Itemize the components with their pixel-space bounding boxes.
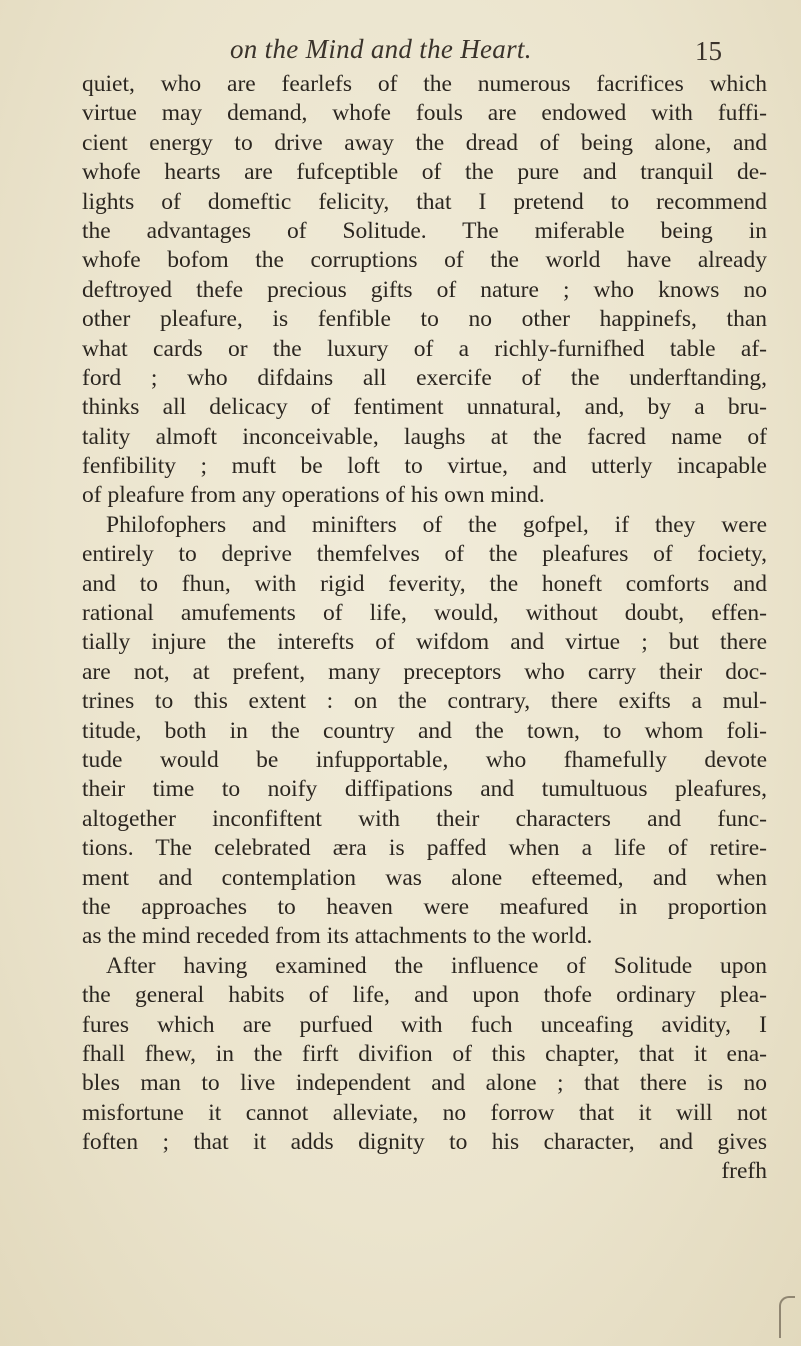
text-line: misfortune it cannot alleviate, no forrow that it will not [82,1099,767,1126]
text-line: tality almoft inconceivable, laughs at the facred name of [82,423,767,450]
text-line: altogether inconfiftent with their characters and func- [82,805,767,832]
running-title: on the Mind and the Heart. [230,34,532,64]
text-line: and to fhun, with rigid feverity, the honeft comforts and [82,570,767,597]
text-line: the general habits of life, and upon thofe ordinary plea- [82,982,767,1009]
text-line: titude, both in the country and the town, to whom foli- [82,717,767,744]
text-line: as the mind receded from its attachments to the world. [82,923,593,950]
text-line: other pleafure, is fenfible to no other happinefs, than [82,306,767,333]
text-line: deftroyed thefe precious gifts of nature ; who knows no [82,276,767,303]
text-line: their time to noify diffipations and tumultuous pleafures, [82,776,767,803]
text-line: whofe bofom the corruptions of the world have already [82,247,767,274]
body-text [82,70,767,1187]
text-line: bles man to live independent and alone ; that there is no [82,1070,767,1097]
text-line: entirely to deprive themfelves of the pleafures of fociety, [82,541,767,568]
paragraph-start-line: After having examined the influence of Solitude upon [106,952,767,979]
text-line: ford ; who difdains all exercife of the underftanding, [82,364,767,391]
text-line: trines to this extent : on the contrary, there exifts a mul- [82,688,767,715]
text-line: thinks all delicacy of fentiment unnatural, and, by a bru- [82,394,767,421]
paragraph-start-line: Philofophers and minifters of the gofpel, if they were [106,511,767,538]
text-line: virtue may demand, whofe fouls are endowed with fuffi- [82,100,767,127]
text-line: of pleafure from any operations of his own mind. [82,482,545,509]
text-line: fhall fhew, in the firft divifion of this chapter, that it ena- [82,1040,767,1067]
running-head [82,28,772,68]
text-line: tude would be infupportable, who fhamefully devote [82,746,767,773]
text-line: the approaches to heaven were meafured in proportion [82,893,767,920]
text-line: rational amufements of life, would, without doubt, effen- [82,600,767,627]
text-line: what cards or the luxury of a richly-furnifhed table af- [82,335,767,362]
text-line: quiet, who are fearlefs of the numerous facrifices which [82,71,767,97]
text-line: fures which are purfued with fuch unceafing avidity, I [82,1011,767,1038]
catchword: frefh [721,1158,767,1185]
page-number: 15 [695,36,722,66]
text-line: ment and contemplation was alone efteemed, and when [82,864,767,891]
text-line: whofe hearts are fufceptible of the pure and tranquil de- [82,159,767,186]
text-line: cient energy to drive away the dread of being alone, and [82,129,767,156]
text-line: lights of domeftic felicity, that I pretend to recommend [82,188,767,215]
text-line: fenfibility ; muft be loft to virtue, and utterly incapable [82,453,767,480]
page-corner-mark [779,1296,795,1338]
text-line: tially injure the interefts of wifdom and virtue ; but there [82,629,767,656]
text-line: foften ; that it adds dignity to his character, and gives [82,1129,767,1156]
text-line: the advantages of Solitude. The miferable being in [82,217,767,244]
text-line: are not, at prefent, many preceptors who carry their doc- [82,658,767,685]
text-line: tions. The celebrated æra is paffed when a life of retire- [82,835,767,862]
